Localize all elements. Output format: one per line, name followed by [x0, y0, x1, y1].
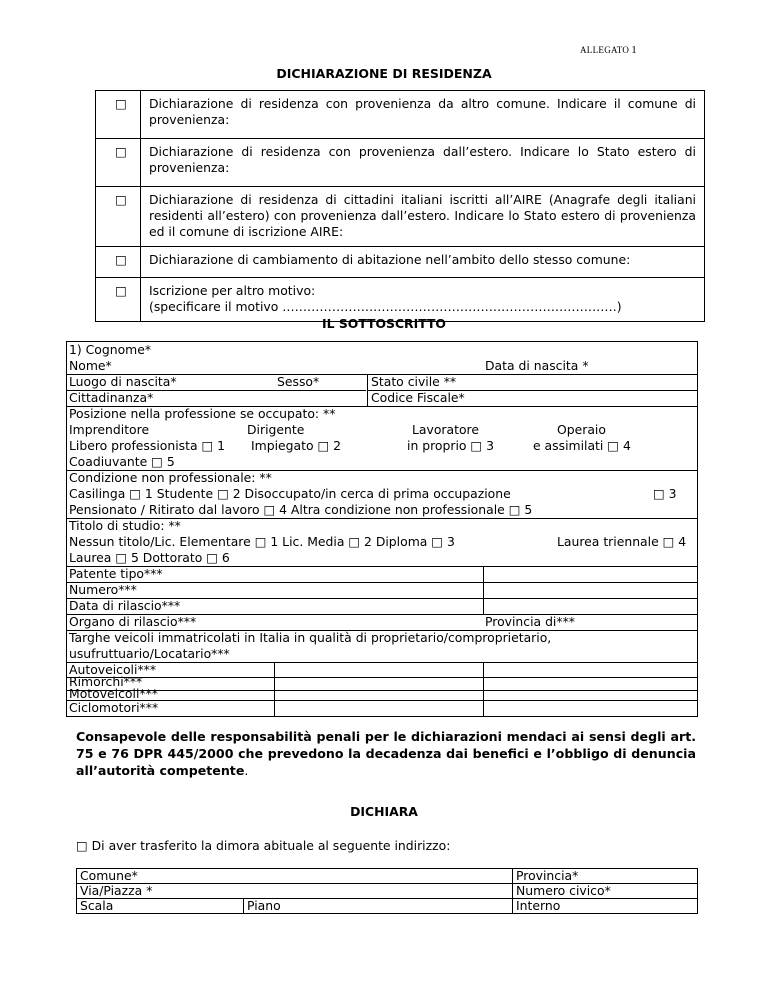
label-nome: Nome* [69, 358, 112, 373]
options-table [95, 90, 705, 322]
option-row [96, 91, 705, 139]
option-row [96, 187, 705, 247]
label-via-piazza: Via/Piazza * [77, 884, 513, 899]
checkbox-provenienza-comune[interactable]: □ [96, 91, 141, 139]
option-coadiuvante[interactable]: Coadiuvante □ 5 [69, 454, 175, 469]
label-motoveicoli: Motoveicoli*** [69, 686, 158, 701]
label-patente-tipo: Patente tipo*** [69, 566, 163, 581]
option-laurea-triennale[interactable]: Laurea triennale □ 4 [557, 534, 687, 549]
divider [274, 700, 275, 716]
option-disoccupato-box[interactable]: □ 3 [653, 486, 677, 501]
label-autoveicoli: Autoveicoli*** [69, 662, 157, 677]
label-piano: Piano [244, 899, 513, 914]
consapevole-text: Consapevole delle responsabilità penali per le dichiarazioni mendaci ai sensi degli art. 75 e 76 DPR 445/2000 che prevedono la decadenza dai benefici e l’obbligo di denuncia all’autorità competente [76, 729, 696, 778]
divider [67, 690, 697, 691]
option-titoli[interactable]: Nessun titolo/Lic. Elementare □ 1 Lic. Media □ 2 Diploma □ 3 [69, 534, 455, 549]
option-impiegato[interactable]: Impiegato □ 2 [251, 438, 342, 453]
option-casilinga-studente-disoccupato[interactable]: Casilinga □ 1 Studente □ 2 Disoccupato/in cerca di prima occupazione [69, 486, 511, 501]
option-assimilati[interactable]: e assimilati □ 4 [533, 438, 631, 453]
label-scala: Scala [77, 899, 244, 914]
label-operaio: Operaio [557, 422, 606, 437]
option-in-proprio[interactable]: in proprio □ 3 [407, 438, 494, 453]
label-ciclomotori: Ciclomotori*** [69, 700, 159, 715]
page-title: DICHIARAZIONE DI RESIDENZA [276, 66, 492, 81]
divider [67, 662, 697, 663]
divider [274, 662, 275, 701]
checkbox-altro-motivo[interactable]: □ [96, 278, 141, 322]
option-text: Dichiarazione di residenza di cittadini italiani iscritti all’AIRE (Anagrafe degli italiani residenti all’estero) con provenienza dall’estero. Indicare lo Stato estero di provenienza ed il comune di iscrizione AIRE: [141, 187, 705, 247]
personal-data-grid [66, 341, 698, 701]
label-stato-civile: Stato civile ** [371, 374, 457, 389]
checkbox-provenienza-estero[interactable]: □ [96, 139, 141, 187]
checkbox-trasferito[interactable]: □ Di aver trasferito la dimora abituale al seguente indirizzo: [76, 838, 451, 853]
option-text [141, 278, 705, 322]
ciclomotori-row [66, 700, 698, 717]
option-text-line1: Iscrizione per altro motivo: [149, 283, 316, 298]
section-title-sottoscritto: IL SOTTOSCRITTO [322, 316, 446, 331]
divider [483, 700, 484, 716]
option-text: Dichiarazione di cambiamento di abitazione nell’ambito dello stesso comune: [141, 247, 705, 278]
option-text: Dichiarazione di residenza con provenienza dall’estero. Indicare lo Stato estero di provenienza: [141, 139, 705, 187]
option-row [96, 247, 705, 278]
label-cittadinanza: Cittadinanza* [69, 390, 154, 405]
divider [67, 677, 697, 678]
consapevole-dot: . [244, 763, 249, 778]
checkbox-cambio-abitazione[interactable]: □ [96, 247, 141, 278]
label-targhe-cont: usufruttuario/Locatario*** [69, 646, 230, 661]
label-lavoratore: Lavoratore [412, 422, 479, 437]
label-codice-fiscale: Codice Fiscale* [371, 390, 465, 405]
allegato-label [580, 44, 637, 56]
option-row [96, 139, 705, 187]
label-interno: Interno [513, 899, 698, 914]
label-comune: Comune* [77, 869, 513, 884]
label-dirigente: Dirigente [247, 422, 305, 437]
label-posizione: Posizione nella professione se occupato: ** [69, 406, 336, 421]
label-provincia: Provincia* [513, 869, 698, 884]
label-targhe: Targhe veicoli immatricolati in Italia in qualità di proprietario/comproprietario, [69, 630, 552, 645]
option-text-line2: (specificare il motivo ………………………………………………………………………) [149, 299, 622, 314]
option-libero-professionista[interactable]: Libero professionista □ 1 [69, 438, 226, 453]
option-pensionato-altra[interactable]: Pensionato / Ritirato dal lavoro □ 4 Altra condizione non professionale □ 5 [69, 502, 533, 517]
option-text: Dichiarazione di residenza con provenienza da altro comune. Indicare il comune di provenienza: [141, 91, 705, 139]
label-rimorchi: Rimorchi*** [69, 674, 143, 689]
option-laurea-dottorato[interactable]: Laurea □ 5 Dottorato □ 6 [69, 550, 230, 565]
divider [483, 566, 484, 614]
consapevole-paragraph [76, 728, 696, 779]
label-numero: Numero*** [69, 582, 137, 597]
label-condizione: Condizione non professionale: ** [69, 470, 272, 485]
divider [67, 582, 697, 583]
label-data-nascita: Data di nascita * [485, 358, 589, 373]
divider [483, 662, 484, 701]
section-title-dichiara: DICHIARA [350, 804, 418, 819]
checkbox-aire[interactable]: □ [96, 187, 141, 247]
label-luogo-nascita: Luogo di nascita* [69, 374, 177, 389]
label-data-rilascio: Data di rilascio*** [69, 598, 181, 613]
label-imprenditore: Imprenditore [69, 422, 150, 437]
label-numero-civico: Numero civico* [513, 884, 698, 899]
option-row [96, 278, 705, 322]
label-titolo-studio: Titolo di studio: ** [69, 518, 181, 533]
allegato-text: ALLEGATO [580, 45, 630, 55]
allegato-number: 1 [631, 44, 638, 56]
label-sesso: Sesso* [277, 374, 320, 389]
label-provincia-di: Provincia di*** [485, 614, 575, 629]
label-organo-rilascio: Organo di rilascio*** [69, 614, 197, 629]
address-table [76, 868, 698, 914]
label-cognome: 1) Cognome* [69, 342, 152, 357]
